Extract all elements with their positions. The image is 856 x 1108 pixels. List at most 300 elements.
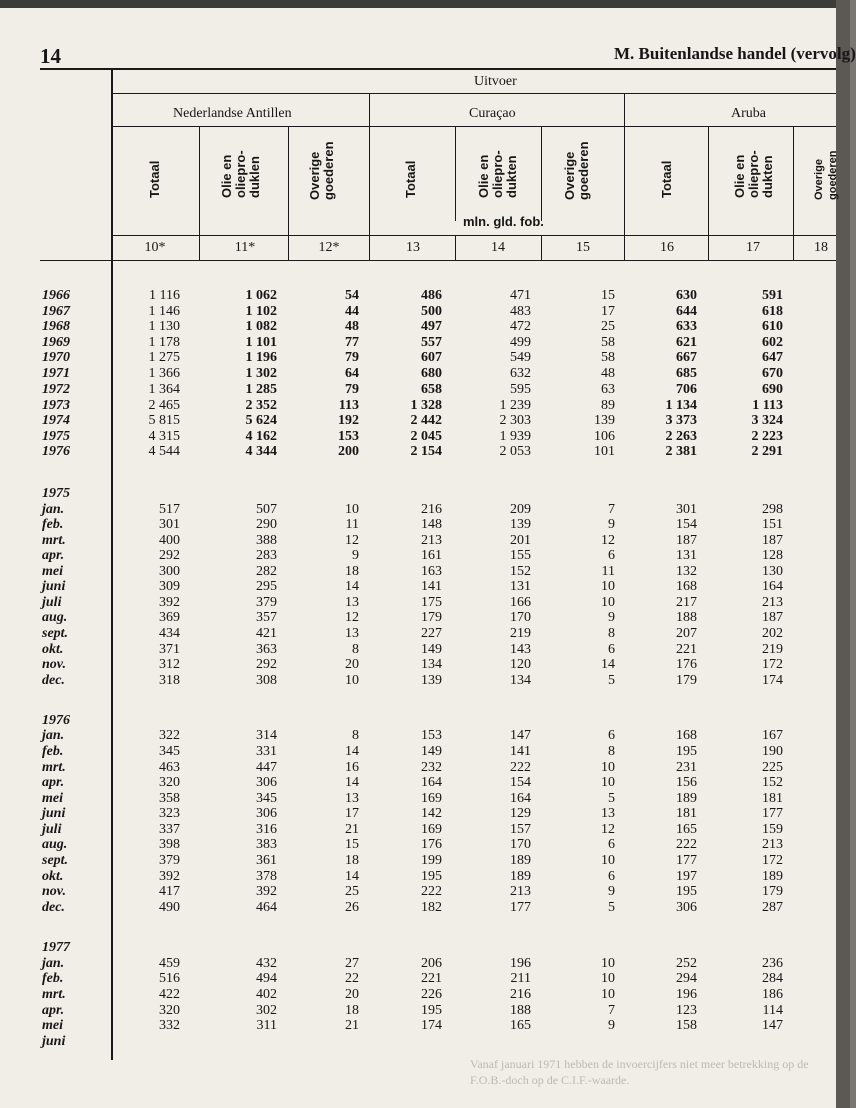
table-cell: 5 — [608, 673, 615, 688]
table-cell: 447 — [256, 760, 277, 775]
table-cell: 2 263 — [665, 429, 697, 444]
table-cell: 706 — [676, 382, 697, 397]
rule-col-8 — [793, 126, 794, 236]
table-cell: 106 — [594, 429, 615, 444]
table-cell: 322 — [159, 728, 180, 743]
colnum-13: 13 — [406, 240, 420, 255]
table-cell: 154 — [510, 775, 531, 790]
table-cell: 153 — [421, 728, 442, 743]
rule-num-4 — [455, 236, 456, 260]
table-cell: 13 — [345, 626, 359, 641]
table-cell: 25 — [601, 319, 615, 334]
table-cell: 17 — [345, 806, 359, 821]
table-cell: 18 — [345, 564, 359, 579]
table-cell: 149 — [421, 744, 442, 759]
table-cell: 311 — [256, 1018, 277, 1033]
table-cell: 685 — [676, 366, 697, 381]
table-cell: 20 — [345, 657, 359, 672]
table-cell: 6 — [608, 642, 615, 657]
row-label: mei — [42, 1018, 63, 1033]
table-cell: 400 — [159, 533, 180, 548]
table-cell: 471 — [510, 288, 531, 303]
row-label: apr. — [42, 548, 65, 563]
table-cell: 358 — [159, 791, 180, 806]
table-cell: 1 101 — [245, 335, 277, 350]
table-cell: 89 — [601, 398, 615, 413]
table-cell: 13 — [345, 791, 359, 806]
table-cell: 236 — [762, 956, 783, 971]
table-cell: 216 — [510, 987, 531, 1002]
unit-label: mln. gld. fob. — [463, 214, 544, 229]
table-cell: 308 — [256, 673, 277, 688]
table-cell: 6 — [608, 728, 615, 743]
table-cell: 618 — [762, 304, 783, 319]
table-cell: 298 — [762, 502, 783, 517]
table-cell: 2 154 — [410, 444, 442, 459]
table-cell: 323 — [159, 806, 180, 821]
table-cell: 64 — [345, 366, 359, 381]
table-cell: 3 324 — [751, 413, 783, 428]
row-label: juni — [42, 579, 66, 594]
table-cell: 517 — [159, 502, 180, 517]
table-cell: 153 — [338, 429, 359, 444]
table-cell: 402 — [256, 987, 277, 1002]
running-head — [614, 44, 856, 64]
table-cell: 163 — [421, 564, 442, 579]
table-cell: 170 — [510, 837, 531, 852]
table-cell: 463 — [159, 760, 180, 775]
table-cell: 8 — [352, 642, 359, 657]
table-cell: 292 — [256, 657, 277, 672]
table-cell: 10 — [601, 760, 615, 775]
table-cell: 314 — [256, 728, 277, 743]
row-label: feb. — [42, 744, 64, 759]
table-cell: 301 — [676, 502, 697, 517]
row-label: mrt. — [42, 533, 66, 548]
table-cell: 174 — [421, 1018, 442, 1033]
table-cell: 388 — [256, 533, 277, 548]
table-cell: 500 — [421, 304, 442, 319]
table-cell: 132 — [676, 564, 697, 579]
table-cell: 143 — [510, 642, 531, 657]
table-cell: 16 — [345, 760, 359, 775]
table-cell: 17 — [601, 304, 615, 319]
table-cell: 10 — [345, 502, 359, 517]
rule-col-4 — [455, 126, 456, 221]
table-cell: 14 — [345, 869, 359, 884]
table-cell: 148 — [421, 517, 442, 532]
table-cell: 306 — [256, 806, 277, 821]
table-cell: 221 — [421, 971, 442, 986]
row-label: mrt. — [42, 760, 66, 775]
table-cell: 123 — [676, 1003, 697, 1018]
row-label: 1973 — [42, 398, 70, 413]
table-cell: 292 — [159, 548, 180, 563]
table-cell: 9 — [608, 1018, 615, 1033]
table-cell: 499 — [510, 335, 531, 350]
table-cell: 165 — [510, 1018, 531, 1033]
rule-left — [111, 70, 113, 1060]
table-cell: 667 — [676, 350, 697, 365]
table-cell: 187 — [762, 533, 783, 548]
table-cell: 206 — [421, 956, 442, 971]
table-cell: 302 — [256, 1003, 277, 1018]
row-label: jan. — [42, 956, 65, 971]
table-cell: 120 — [510, 657, 531, 672]
table-cell: 199 — [421, 853, 442, 868]
table-cell: 2 442 — [410, 413, 442, 428]
table-cell: 2 053 — [499, 444, 531, 459]
table-cell: 379 — [159, 853, 180, 868]
table-cell: 1 239 — [499, 398, 531, 413]
table-cell: 189 — [510, 869, 531, 884]
table-cell: 12 — [345, 610, 359, 625]
rule-num-7 — [708, 236, 709, 260]
table-cell: 15 — [601, 288, 615, 303]
table-cell: 10 — [601, 775, 615, 790]
group-curacao: Curaçao — [469, 106, 516, 121]
rule-under-colnums — [40, 260, 836, 261]
table-cell: 472 — [510, 319, 531, 334]
table-cell: 201 — [510, 533, 531, 548]
table-cell: 432 — [256, 956, 277, 971]
running-head-text: M. Buitenlandse handel (vervolg) — [614, 44, 856, 63]
row-label: juli — [42, 822, 62, 837]
colhead-totaal-3: Totaal — [659, 160, 674, 198]
table-cell: 231 — [676, 760, 697, 775]
row-label: 1966 — [42, 288, 70, 303]
table-cell: 12 — [345, 533, 359, 548]
row-label: feb. — [42, 517, 64, 532]
table-cell: 226 — [421, 987, 442, 1002]
table-cell: 179 — [421, 610, 442, 625]
row-label: dec. — [42, 900, 65, 915]
table-cell: 15 — [345, 837, 359, 852]
table-cell: 591 — [762, 288, 783, 303]
table-cell: 176 — [676, 657, 697, 672]
table-cell: 332 — [159, 1018, 180, 1033]
table-cell: 630 — [676, 288, 697, 303]
header-uitvoer: Uitvoer — [474, 74, 517, 89]
table-cell: 21 — [345, 822, 359, 837]
table-cell: 10 — [601, 579, 615, 594]
table-cell: 147 — [510, 728, 531, 743]
document-page — [0, 8, 856, 1108]
table-cell: 12 — [601, 822, 615, 837]
table-cell: 139 — [594, 413, 615, 428]
table-cell: 10 — [345, 673, 359, 688]
table-cell: 337 — [159, 822, 180, 837]
table-cell: 607 — [421, 350, 442, 365]
table-cell: 10 — [601, 853, 615, 868]
row-label: aug. — [42, 837, 68, 852]
table-cell: 383 — [256, 837, 277, 852]
row-label: okt. — [42, 642, 64, 657]
table-cell: 219 — [510, 626, 531, 641]
table-cell: 25 — [345, 884, 359, 899]
table-cell: 131 — [676, 548, 697, 563]
table-cell: 179 — [762, 884, 783, 899]
table-cell: 170 — [510, 610, 531, 625]
table-cell: 610 — [762, 319, 783, 334]
colhead-olie-1: Olie en oliepro- duklen — [219, 150, 262, 198]
table-cell: 188 — [676, 610, 697, 625]
table-cell: 152 — [762, 775, 783, 790]
table-cell: 189 — [676, 791, 697, 806]
table-cell: 6 — [608, 869, 615, 884]
table-cell: 197 — [676, 869, 697, 884]
table-cell: 187 — [762, 610, 783, 625]
row-label: 1976 — [42, 444, 70, 459]
table-cell: 232 — [421, 760, 442, 775]
row-label: sept. — [42, 853, 69, 868]
table-cell: 2 223 — [751, 429, 783, 444]
table-cell: 79 — [345, 382, 359, 397]
table-cell: 222 — [510, 760, 531, 775]
table-cell: 157 — [510, 822, 531, 837]
table-cell: 252 — [676, 956, 697, 971]
table-cell: 211 — [510, 971, 531, 986]
row-label: aug. — [42, 610, 68, 625]
table-cell: 139 — [510, 517, 531, 532]
row-label: 1972 — [42, 382, 70, 397]
table-cell: 21 — [345, 1018, 359, 1033]
table-cell: 44 — [345, 304, 359, 319]
table-cell: 176 — [421, 837, 442, 852]
table-cell: 6 — [608, 548, 615, 563]
row-label: 1975 — [42, 486, 70, 501]
table-cell: 9 — [608, 610, 615, 625]
colnum-15: 15 — [576, 240, 590, 255]
table-cell: 196 — [510, 956, 531, 971]
table-cell: 26 — [345, 900, 359, 915]
table-cell: 434 — [159, 626, 180, 641]
row-label: mei — [42, 564, 63, 579]
table-cell: 644 — [676, 304, 697, 319]
table-cell: 192 — [338, 413, 359, 428]
table-cell: 497 — [421, 319, 442, 334]
table-cell: 14 — [345, 775, 359, 790]
table-cell: 2 291 — [751, 444, 783, 459]
rule-col-1 — [199, 126, 200, 236]
table-cell: 8 — [352, 728, 359, 743]
table-cell: 379 — [256, 595, 277, 610]
table-cell: 48 — [601, 366, 615, 381]
table-cell: 221 — [676, 642, 697, 657]
table-cell: 369 — [159, 610, 180, 625]
table-cell: 227 — [421, 626, 442, 641]
table-cell: 318 — [159, 673, 180, 688]
table-cell: 4 162 — [245, 429, 277, 444]
rule-col-7 — [708, 126, 709, 236]
colhead-olie-2: Olie en olieprо- dukten — [476, 150, 519, 198]
table-cell: 189 — [762, 869, 783, 884]
row-label: nov. — [42, 657, 66, 672]
table-cell: 11 — [345, 517, 359, 532]
table-cell: 283 — [256, 548, 277, 563]
row-label: juli — [42, 595, 62, 610]
table-cell: 156 — [676, 775, 697, 790]
table-cell: 141 — [510, 744, 531, 759]
table-cell: 213 — [762, 837, 783, 852]
table-cell: 306 — [676, 900, 697, 915]
rule-num-8 — [793, 236, 794, 260]
table-cell: 670 — [762, 366, 783, 381]
table-cell: 195 — [421, 869, 442, 884]
row-label: jan. — [42, 728, 65, 743]
table-cell: 4 544 — [148, 444, 180, 459]
table-cell: 219 — [762, 642, 783, 657]
table-cell: 1 178 — [148, 335, 180, 350]
footnote: Vanaf januari 1971 hebben de invoercijfers niet meer betrekking op de F.O.B.-doch op de C.I.F.-waarde. — [470, 1057, 809, 1087]
table-cell: 483 — [510, 304, 531, 319]
table-cell: 6 — [608, 837, 615, 852]
colhead-totaal-1: Totaal — [147, 160, 162, 198]
row-label: feb. — [42, 971, 64, 986]
table-cell: 1 113 — [752, 398, 783, 413]
row-label: 1969 — [42, 335, 70, 350]
table-cell: 186 — [762, 987, 783, 1002]
table-cell: 216 — [421, 502, 442, 517]
table-cell: 182 — [421, 900, 442, 915]
rule-under-uitvoer — [112, 93, 836, 94]
table-cell: 195 — [676, 884, 697, 899]
row-label: juni — [42, 806, 66, 821]
rule-col-2 — [288, 126, 289, 236]
table-cell: 2 045 — [410, 429, 442, 444]
table-cell: 557 — [421, 335, 442, 350]
table-cell: 207 — [676, 626, 697, 641]
table-cell: 217 — [676, 595, 697, 610]
table-cell: 169 — [421, 791, 442, 806]
rule-num-5 — [541, 236, 542, 260]
row-label: okt. — [42, 869, 64, 884]
table-cell: 165 — [676, 822, 697, 837]
table-cell: 300 — [159, 564, 180, 579]
table-cell: 3 373 — [665, 413, 697, 428]
table-cell: 5 624 — [245, 413, 277, 428]
table-cell: 139 — [421, 673, 442, 688]
table-cell: 361 — [256, 853, 277, 868]
table-cell: 595 — [510, 382, 531, 397]
table-cell: 189 — [510, 853, 531, 868]
row-label: sept. — [42, 626, 69, 641]
table-cell: 602 — [762, 335, 783, 350]
colhead-overige-3: Overige goederen — [813, 150, 839, 200]
table-cell: 459 — [159, 956, 180, 971]
row-label: juni — [42, 1034, 66, 1049]
table-cell: 10 — [601, 956, 615, 971]
table-cell: 167 — [762, 728, 783, 743]
table-cell: 680 — [421, 366, 442, 381]
row-label: nov. — [42, 884, 66, 899]
table-cell: 392 — [159, 595, 180, 610]
table-cell: 392 — [159, 869, 180, 884]
table-cell: 371 — [159, 642, 180, 657]
scan-top-edge — [0, 0, 850, 8]
table-cell: 357 — [256, 610, 277, 625]
rule-group-1 — [369, 94, 370, 260]
table-cell: 549 — [510, 350, 531, 365]
table-cell: 633 — [676, 319, 697, 334]
table-cell: 158 — [676, 1018, 697, 1033]
table-cell: 22 — [345, 971, 359, 986]
table-cell: 1 196 — [245, 350, 277, 365]
table-cell: 9 — [608, 517, 615, 532]
row-label: 1977 — [42, 940, 70, 955]
table-cell: 464 — [256, 900, 277, 915]
table-cell: 14 — [345, 579, 359, 594]
table-cell: 2 303 — [499, 413, 531, 428]
table-cell: 177 — [762, 806, 783, 821]
table-cell: 101 — [594, 444, 615, 459]
table-cell: 301 — [159, 517, 180, 532]
table-cell: 621 — [676, 335, 697, 350]
table-cell: 4 344 — [245, 444, 277, 459]
table-cell: 378 — [256, 869, 277, 884]
table-cell: 168 — [676, 728, 697, 743]
colhead-totaal-2: Totaal — [403, 160, 418, 198]
table-cell: 161 — [421, 548, 442, 563]
table-cell: 164 — [762, 579, 783, 594]
table-cell: 320 — [159, 1003, 180, 1018]
table-cell: 77 — [345, 335, 359, 350]
table-cell: 5 — [608, 900, 615, 915]
table-cell: 195 — [676, 744, 697, 759]
table-cell: 187 — [676, 533, 697, 548]
row-label: apr. — [42, 1003, 65, 1018]
table-cell: 1 939 — [499, 429, 531, 444]
row-label: 1976 — [42, 713, 70, 728]
row-label: 1975 — [42, 429, 70, 444]
table-cell: 155 — [510, 548, 531, 563]
table-cell: 10 — [601, 971, 615, 986]
table-cell: 306 — [256, 775, 277, 790]
table-cell: 154 — [676, 517, 697, 532]
table-cell: 177 — [676, 853, 697, 868]
table-cell: 164 — [421, 775, 442, 790]
table-cell: 179 — [676, 673, 697, 688]
table-cell: 134 — [421, 657, 442, 672]
table-cell: 141 — [421, 579, 442, 594]
table-cell: 181 — [762, 791, 783, 806]
table-cell: 134 — [510, 673, 531, 688]
table-cell: 398 — [159, 837, 180, 852]
table-cell: 174 — [762, 673, 783, 688]
table-cell: 225 — [762, 760, 783, 775]
table-cell: 1 146 — [148, 304, 180, 319]
table-cell: 196 — [676, 987, 697, 1002]
table-cell: 4 315 — [148, 429, 180, 444]
table-cell: 320 — [159, 775, 180, 790]
table-cell: 58 — [601, 335, 615, 350]
table-cell: 363 — [256, 642, 277, 657]
table-cell: 1 328 — [410, 398, 442, 413]
table-cell: 658 — [421, 382, 442, 397]
table-cell: 27 — [345, 956, 359, 971]
table-cell: 1 302 — [245, 366, 277, 381]
table-cell: 9 — [608, 884, 615, 899]
colnum-18: 18 — [814, 240, 828, 255]
row-label: 1967 — [42, 304, 70, 319]
table-cell: 149 — [421, 642, 442, 657]
table-cell: 63 — [601, 382, 615, 397]
table-cell: 222 — [676, 837, 697, 852]
table-cell: 287 — [762, 900, 783, 915]
table-cell: 1 285 — [245, 382, 277, 397]
table-cell: 79 — [345, 350, 359, 365]
table-cell: 516 — [159, 971, 180, 986]
